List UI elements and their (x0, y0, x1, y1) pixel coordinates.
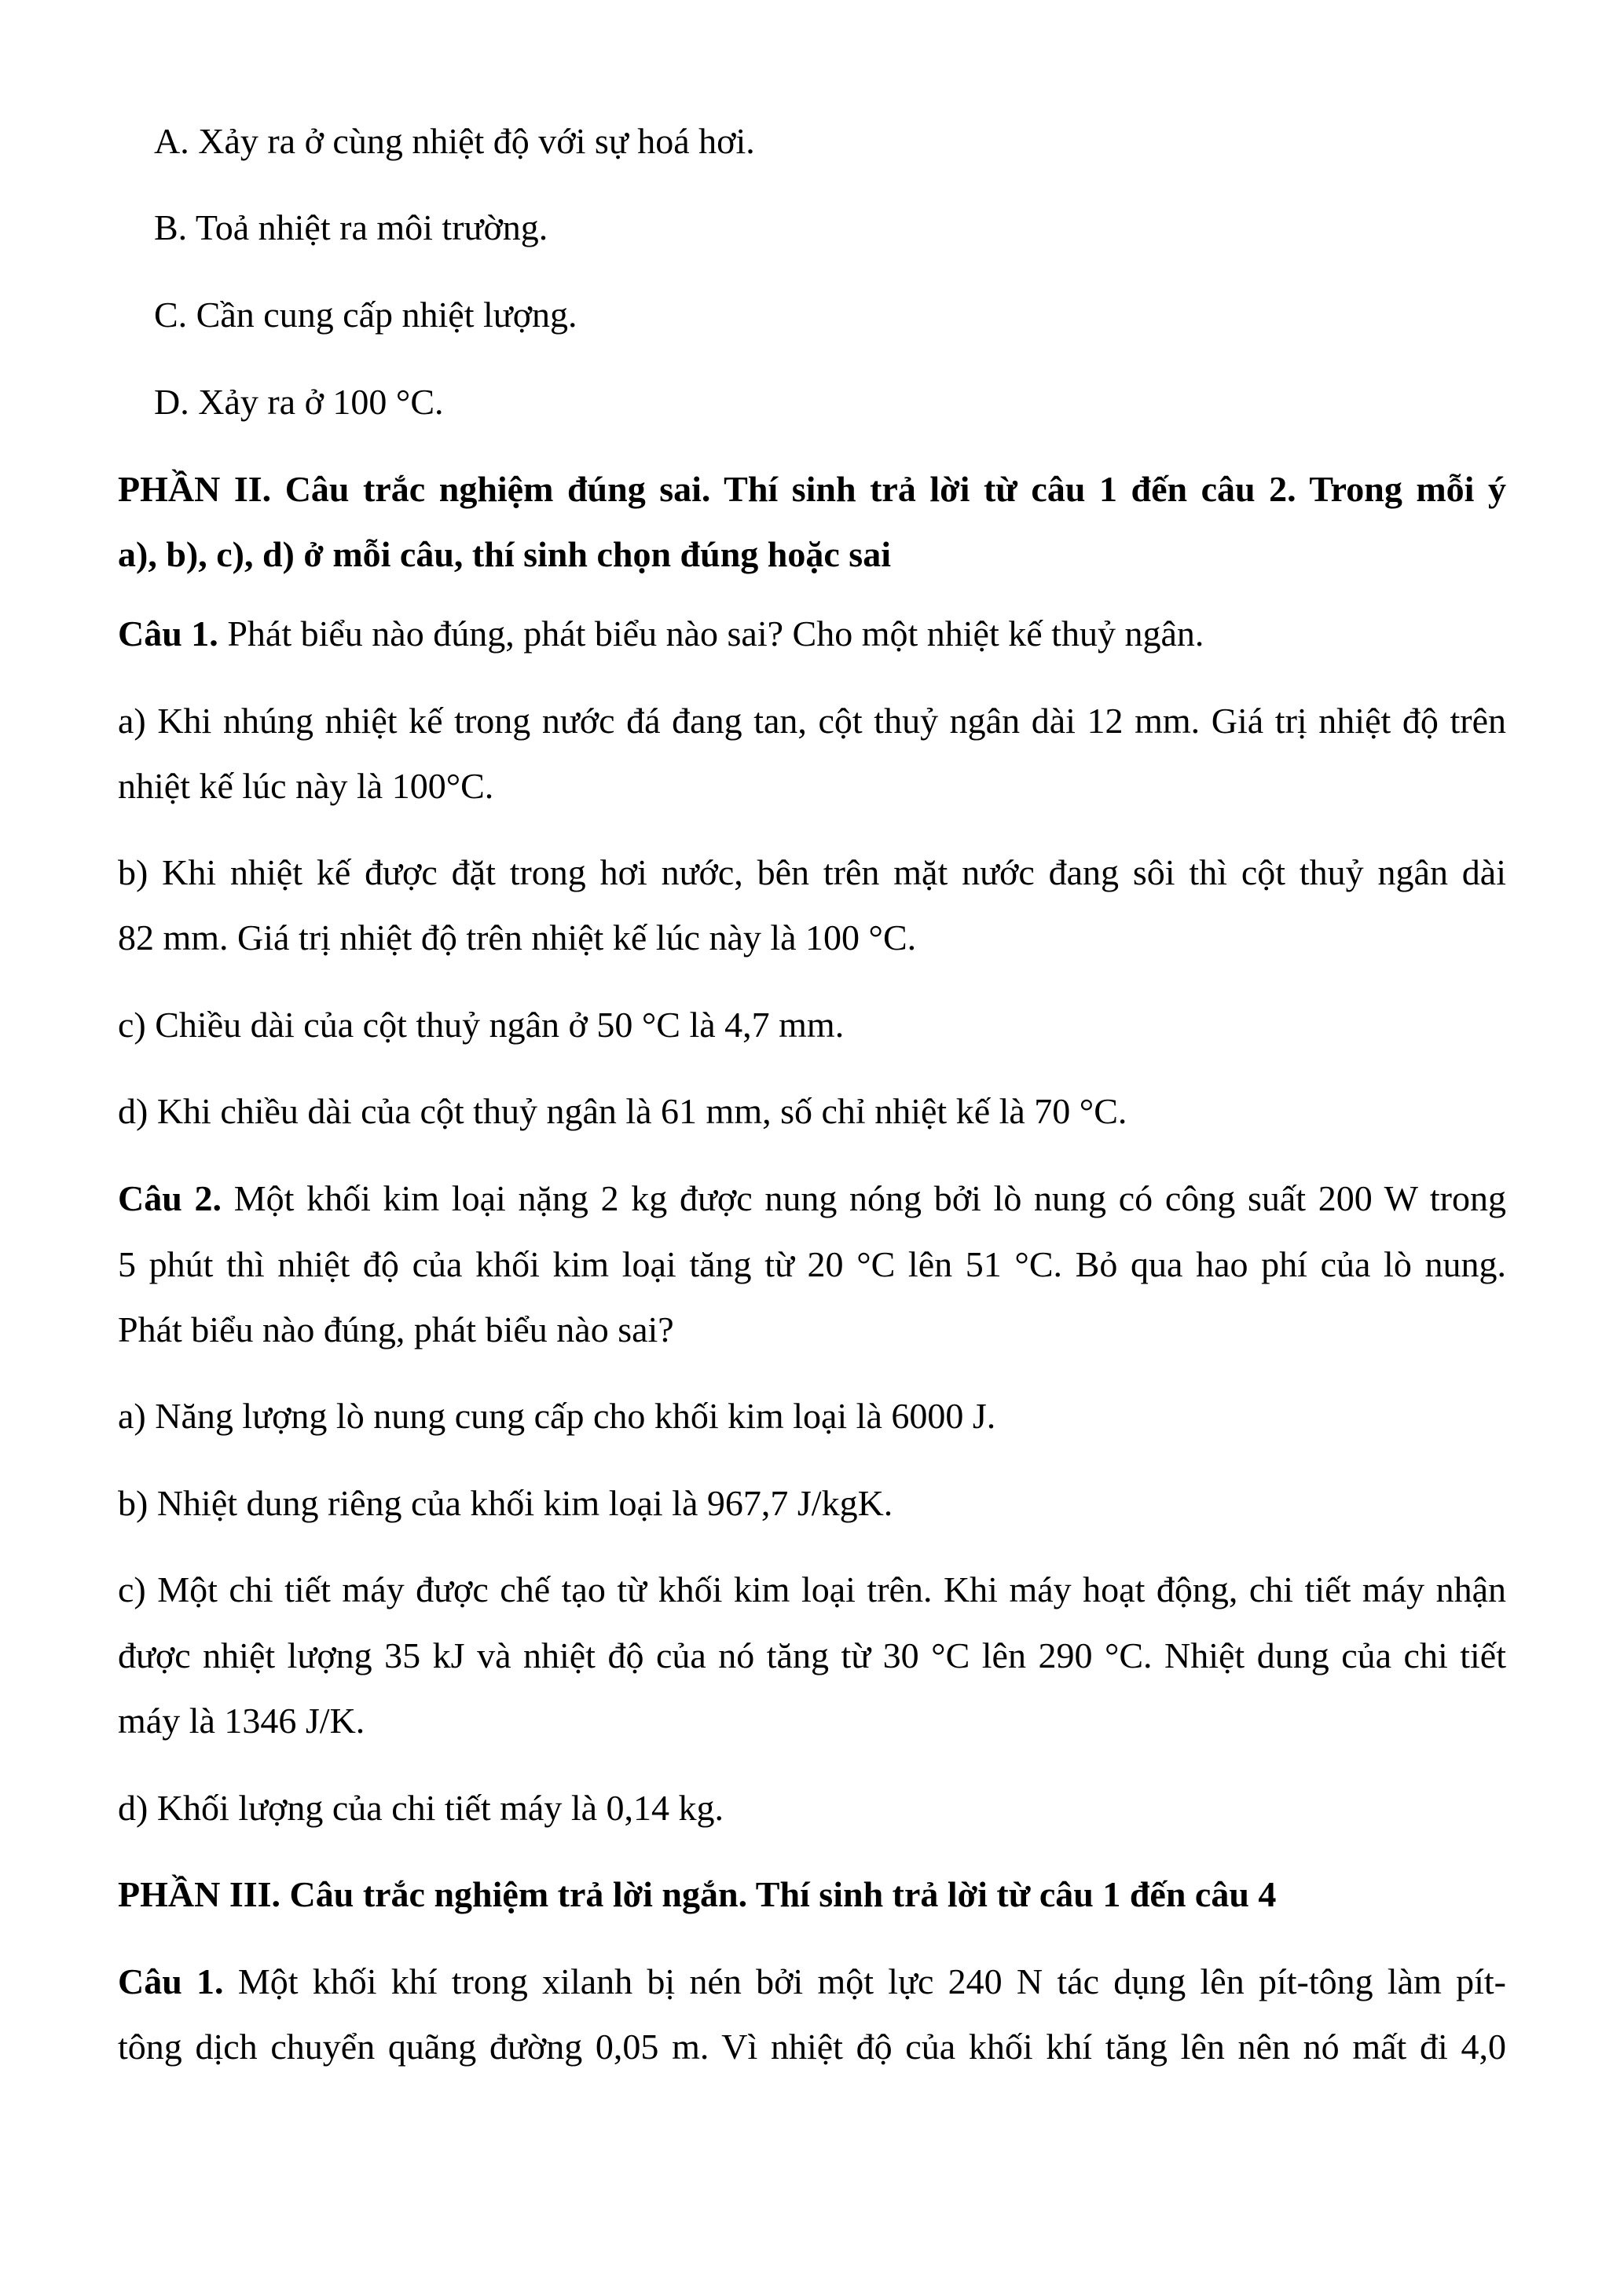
option-a: A. Xảy ra ở cùng nhiệt độ với sự hoá hơi. (154, 121, 755, 161)
part2-q2-c-line1: c) Một chi tiết máy được chế tạo từ khối kim loại trên. Khi máy hoạt động, chi tiết máy nhận (118, 1569, 1506, 1609)
part2-q2-a: a) Năng lượng lò nung cung cấp cho khối kim loại là 6000 J. (118, 1396, 996, 1436)
part2-q1-a-line1: a) Khi nhúng nhiệt kế trong nước đá đang tan, cột thuỷ ngân dài 12 mm. Giá trị nhiệt độ trên (118, 701, 1506, 741)
part2-heading-line1: PHẦN II. Câu trắc nghiệm đúng sai. Thí sinh trả lời từ câu 1 đến câu 2. Trong mỗi ý (118, 469, 1506, 509)
part2-q1-text: Phát biểu nào đúng, phát biểu nào sai? Cho một nhiệt kế thuỷ ngân. (218, 613, 1204, 654)
option-c: C. Cần cung cấp nhiệt lượng. (154, 295, 577, 335)
part2-q2-text: Một khối kim loại nặng 2 kg được nung nóng bởi lò nung có công suất 200 W trong (222, 1178, 1506, 1218)
part2-q1-b-line1: b) Khi nhiệt kế được đặt trong hơi nước, bên trên mặt nước đang sôi thì cột thuỷ ngân dài (118, 852, 1506, 892)
part3-q1-stem-line2: tông dịch chuyển quãng đường 0,05 m. Vì nhiệt độ của khối khí tăng lên nên nó mất đi 4,0 (118, 2027, 1506, 2067)
option-d: D. Xảy ra ở 100 °C. (154, 382, 444, 422)
part2-q1-label: Câu 1. (118, 613, 218, 654)
option-b: B. Toả nhiệt ra môi trường. (154, 207, 548, 247)
part2-q1-c: c) Chiều dài của cột thuỷ ngân ở 50 °C là 4,7 mm. (118, 1005, 845, 1045)
part3-q1-text: Một khối khí trong xilanh bị nén bởi một lực 240 N tác dụng lên pít-tông làm pít- (223, 1961, 1506, 2001)
part2-q2-stem-line1 (118, 1177, 1506, 1221)
part2-q2-stem-line2: 5 phút thì nhiệt độ của khối kim loại tăng từ 20 °C lên 51 °C. Bỏ qua hao phí của lò nung. (118, 1244, 1506, 1284)
part2-q1-a-line2: nhiệt kế lúc này là 100°C. (118, 766, 494, 806)
part2-q2-b: b) Nhiệt dung riêng của khối kim loại là 967,7 J/kgK. (118, 1483, 893, 1523)
part2-q2-stem-line3: Phát biểu nào đúng, phát biểu nào sai? (118, 1309, 674, 1349)
part3-q1-label: Câu 1. (118, 1961, 224, 2001)
part2-q1-stem (118, 612, 1204, 656)
part2-q1-b-line2: 82 mm. Giá trị nhiệt độ trên nhiệt kế lúc này là 100 °C. (118, 917, 917, 958)
part2-q2-d: d) Khối lượng của chi tiết máy là 0,14 kg. (118, 1788, 724, 1828)
part2-heading-line2: a), b), c), d) ở mỗi câu, thí sinh chọn đúng hoặc sai (118, 534, 891, 574)
part3-q1-stem-line1 (118, 1960, 1506, 2004)
part2-q2-c-line2: được nhiệt lượng 35 kJ và nhiệt độ của nó tăng từ 30 °C lên 290 °C. Nhiệt dung của chi tiết (118, 1635, 1506, 1675)
part3-heading: PHẦN III. Câu trắc nghiệm trả lời ngắn. Thí sinh trả lời từ câu 1 đến câu 4 (118, 1874, 1277, 1914)
part2-q2-c-line3: máy là 1346 J/K. (118, 1701, 365, 1741)
part2-q1-d: d) Khi chiều dài của cột thuỷ ngân là 61 mm, số chỉ nhiệt kế là 70 °C. (118, 1091, 1127, 1131)
part2-q2-label: Câu 2. (118, 1178, 222, 1218)
